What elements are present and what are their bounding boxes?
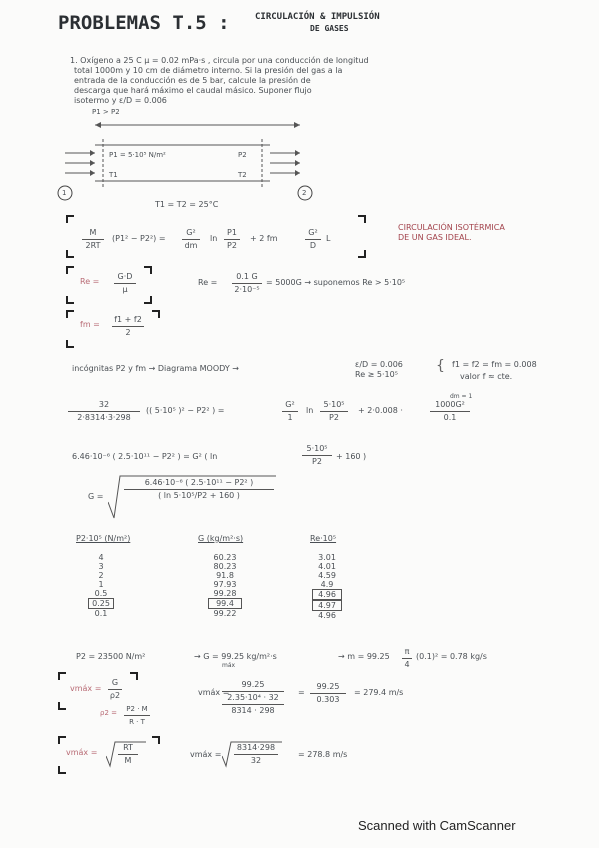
vmax-label: vmáx = [70, 684, 102, 693]
node-1: 1 [62, 189, 67, 197]
eq2-term: + 2·0.008 · [358, 406, 403, 415]
bracket-mark [152, 736, 160, 744]
bracket-mark [66, 310, 74, 318]
eq1-frac-p: P1 P2 [224, 228, 240, 251]
eq1-frac-g: G² dm [182, 228, 200, 251]
table-cell-highlight: 0.25 [88, 598, 114, 609]
eq2-frac-a: 32 2·8314·3·298 [68, 400, 140, 423]
result-m-end: (0.1)² = 0.78 kg/s [416, 652, 487, 661]
bracket-mark [358, 215, 366, 223]
bracket-mark [144, 296, 152, 304]
eq2-frac-p: 5·10⁵ P2 [320, 400, 348, 423]
table-cell: 4 [98, 553, 104, 562]
fm-label: fm = [80, 320, 100, 329]
bracket-mark [152, 310, 160, 318]
statement-line: 1. Oxígeno a 25 C μ = 0.02 mPa·s , circula por una conducción de longitud [70, 56, 369, 65]
t1-label: T1 [109, 171, 118, 179]
p1-label: P1 = 5·10⁵ N/m² [109, 151, 166, 159]
table-cell-highlight: 4.96 [312, 589, 342, 600]
friction-note: valor f ≈ cte. [460, 372, 513, 381]
eq2-frac-f: 1000G² 0.1 [430, 400, 470, 423]
re-rhs-frac: 0.1 G 2·10⁻⁵ [232, 272, 262, 295]
re-label: Re = [80, 277, 100, 286]
vmax2-result: = 278.8 m/s [298, 750, 348, 759]
table-column-p2 [88, 553, 114, 618]
vmax2-label: vmáx = [66, 748, 98, 757]
vmax2-mid: vmáx = [190, 750, 222, 759]
bracket-mark [66, 296, 74, 304]
eq1-frac-gd: G² D [305, 228, 321, 251]
table-cell: 4.96 [318, 611, 336, 620]
table-cell-highlight: 99.4 [208, 598, 242, 609]
statement-line: total 1000m y 10 cm de diámetro interno. Si la presión del gas a la [74, 66, 343, 75]
unknowns-re: Re ≥ 5·10⁵ [355, 370, 398, 379]
eq2-term: (( 5·10⁵ )² − P2² ) = [146, 406, 225, 415]
bracket-mark [358, 250, 366, 258]
vmax2-mid-frac: 8314·298 32 [234, 743, 278, 766]
eq4-lhs: G = [88, 492, 104, 501]
eq1-term: L [326, 234, 331, 243]
unknowns-text: incógnitas P2 y fm → Diagrama MOODY → [72, 364, 239, 373]
p2-label: P2 [238, 151, 247, 159]
statement-line: P1 > P2 [92, 108, 120, 116]
bracket-mark [130, 672, 138, 680]
table-cell: 2 [98, 571, 104, 580]
eq1-term: (P1² − P2²) = [112, 234, 166, 243]
vmax-mid-label: vmáx = [198, 688, 230, 697]
t2-label: T2 [238, 171, 247, 179]
scanner-watermark: Scanned with CamScanner [358, 818, 516, 833]
re-frac: G·D μ [114, 272, 136, 295]
table-cell: 80.23 [213, 562, 237, 571]
eq3-frac: 5·10⁵ P2 [302, 444, 332, 467]
bracket-mark [58, 672, 66, 680]
eq2-ln: ln [306, 406, 314, 415]
eq3-lhs: 6.46·10⁻⁶ ( 2.5·10¹¹ − P2² ) = G² ( ln [72, 452, 218, 461]
table-cell: 0.1 [94, 609, 108, 618]
table-cell: 4.59 [318, 571, 336, 580]
table-cell: 1 [98, 580, 104, 589]
result-g-sub: máx [222, 662, 236, 669]
eq2-frac-g: G² 1 [282, 400, 298, 423]
table-cell-highlight: 4.97 [312, 600, 342, 611]
vmax-mid-frac: 99.25 2.35·10⁴ · 32 8314 · 298 [222, 680, 284, 716]
vmax-mid-eq: = [298, 688, 305, 697]
rho-label: ρ2 = [100, 709, 117, 717]
table-cell: 60.23 [213, 553, 237, 562]
eq1-ln: ln [210, 234, 218, 243]
result-m-frac: π 4 [402, 647, 412, 670]
re-rhs: = 5000G → suponemos Re > 5·10⁵ [266, 278, 406, 287]
unknowns-ratio: ε/D = 0.006 [355, 360, 403, 369]
bracket-mark [58, 702, 66, 710]
rho-frac: P2 · M R · T [124, 704, 150, 727]
node-2: 2 [302, 189, 307, 197]
eq1-term: + 2 fm [250, 234, 278, 243]
statement-line: isotermo y ε/D = 0.006 [74, 96, 167, 105]
bracket-mark [66, 340, 74, 348]
eq3-rhs: + 160 ) [336, 452, 367, 461]
fm-frac: f1 + f2 2 [112, 315, 144, 338]
pipe-sketch [55, 115, 315, 210]
table-cell: 99.22 [213, 609, 237, 618]
brace-icon: { [436, 358, 445, 374]
statement-line: entrada de la conducción es de 5 bar, calcule la presión de [74, 76, 311, 85]
bracket-mark [66, 266, 74, 274]
table-cell: 91.8 [216, 571, 234, 580]
page-subtitle: CIRCULACIÓN & IMPULSIÓN [255, 12, 380, 22]
eq4-frac: 6.46·10⁻⁶ ( 2.5·10¹¹ − P2² ) ( ln 5·10⁵/P2 + 160 ) [124, 478, 274, 501]
table-cell: 99.28 [213, 589, 237, 598]
statement-line: descarga que hará máximo el caudal másico. Suponer flujo [74, 86, 312, 95]
friction-values: f1 = f2 = fm = 0.008 [452, 360, 537, 369]
table-header-p2: P2·10⁵ (N/m²) [76, 534, 131, 543]
eq1-note: DE UN GAS IDEAL. [398, 233, 472, 242]
table-header-re: Re·10⁵ [310, 534, 337, 543]
table-cell: 4.01 [318, 562, 336, 571]
result-m: → m = 99.25 [338, 652, 390, 661]
table-column-re [312, 553, 342, 620]
table-column-g [208, 553, 242, 618]
page-title: PROBLEMAS T.5 : [58, 12, 230, 34]
bracket-mark [66, 250, 74, 258]
eq1-frac-m: M 2RT [82, 228, 104, 251]
table-cell: 97.93 [213, 580, 237, 589]
vmax-frac: G ρ2 [109, 678, 121, 700]
eq1-note: CIRCULACIÓN ISOTÉRMICA [398, 223, 505, 232]
table-cell: 3.01 [318, 553, 336, 562]
page-subtitle-2: DE GASES [310, 24, 349, 33]
table-cell: 3 [98, 562, 104, 571]
table-header-g: G (kg/m²·s) [198, 534, 244, 543]
temperature-label: T1 = T2 = 25°C [155, 200, 219, 209]
bracket-mark [144, 266, 152, 274]
vmax-result: = 279.4 m/s [354, 688, 404, 697]
bracket-mark [58, 766, 66, 774]
eq2-note: dm = 1 [450, 393, 473, 400]
vmax2-frac: RT M [118, 743, 138, 766]
re-rhs: Re = [198, 278, 218, 287]
result-p2: P2 = 23500 N/m² [76, 652, 146, 661]
table-cell: 0.5 [94, 589, 108, 598]
vmax-frac2: 99.25 0.303 [310, 682, 346, 705]
bracket-mark [58, 736, 66, 744]
table-cell: 4.9 [320, 580, 334, 589]
bracket-mark [66, 215, 74, 223]
result-g: → G = 99.25 kg/m²·s [194, 652, 277, 661]
